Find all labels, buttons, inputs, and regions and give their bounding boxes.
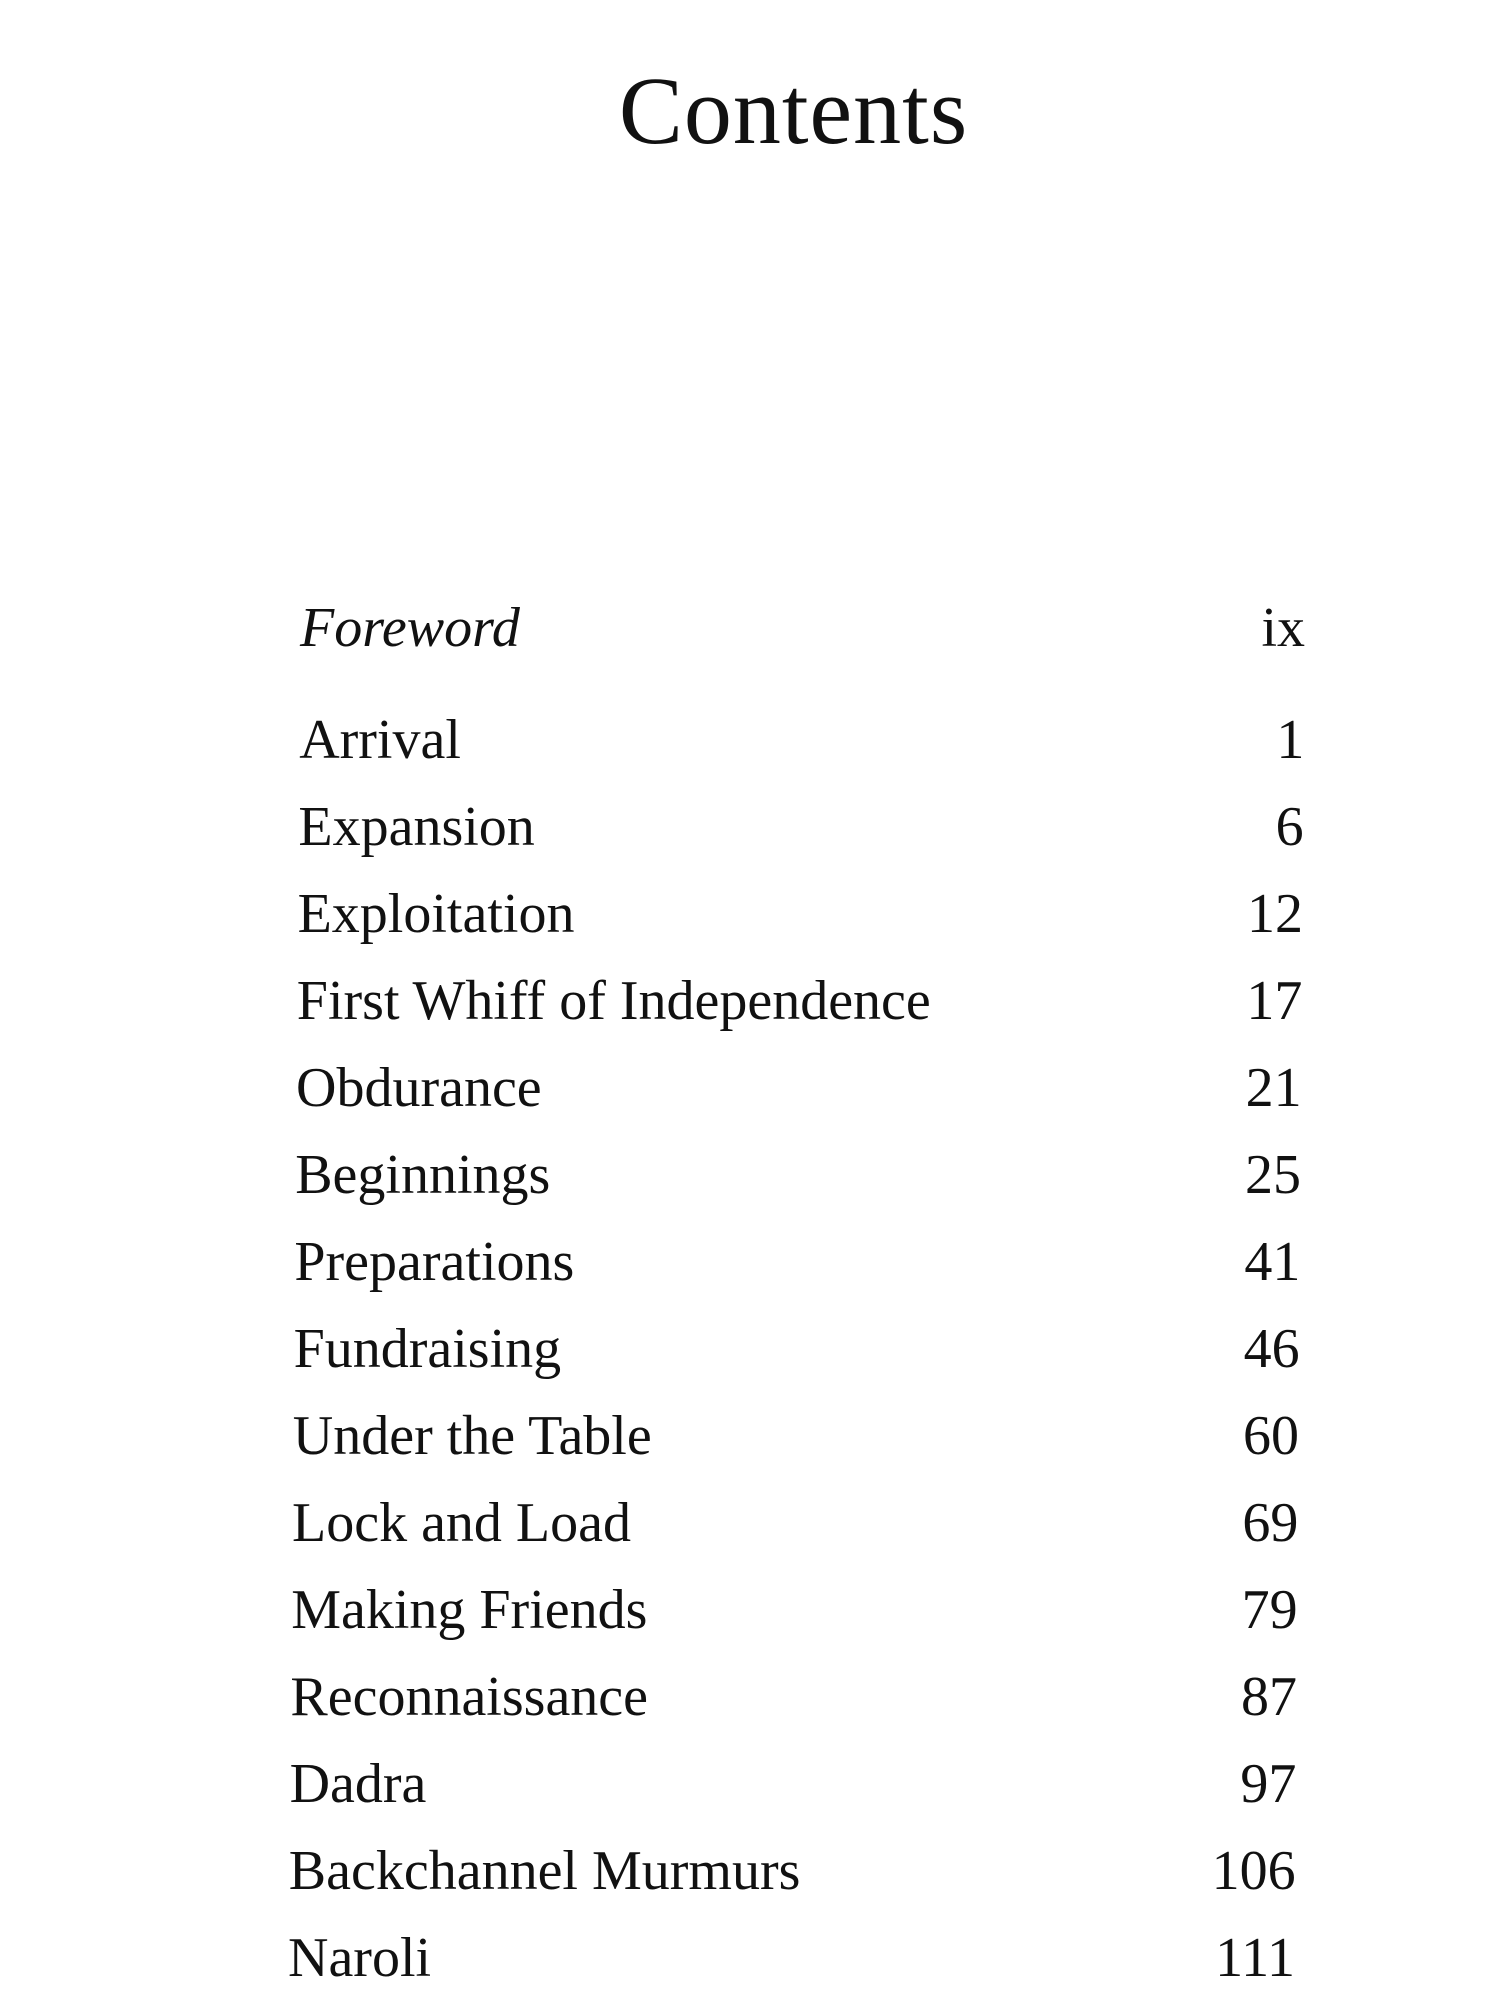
toc-entry-page: ix — [1261, 597, 1305, 659]
toc-entry-reconnaissance — [0, 1666, 1500, 1749]
toc-entry-page: 79 — [1241, 1579, 1298, 1641]
toc-entry-dadra — [0, 1753, 1500, 1836]
toc-entry-exploitation — [0, 883, 1500, 966]
toc-entry-title: Preparations — [294, 1231, 575, 1293]
toc-entry-title: Under the Table — [292, 1405, 652, 1467]
toc-entry-page: 6 — [1275, 796, 1304, 858]
toc-entry-title: Lock and Load — [292, 1492, 631, 1554]
page-title: Contents — [618, 57, 969, 164]
toc-entry-page: 106 — [1211, 1840, 1296, 1902]
toc-entry-title: Exploitation — [297, 883, 575, 945]
toc-entry-lock-and-load — [0, 1492, 1500, 1575]
toc-entry-title: First Whiff of Independence — [296, 970, 931, 1032]
toc-entry-obdurance — [0, 1057, 1500, 1140]
toc-entry-title: Naroli — [288, 1927, 432, 1989]
toc-entry-arrival — [0, 709, 1500, 792]
toc-entry-page: 97 — [1240, 1753, 1297, 1815]
toc-entry-fundraising — [0, 1318, 1500, 1401]
toc-entry-preparations — [0, 1231, 1500, 1314]
toc-entry-page: 1 — [1276, 709, 1305, 771]
toc-entry-naroli — [0, 1927, 1500, 2010]
toc-entry-page: 21 — [1245, 1057, 1302, 1119]
toc-entry-title: Beginnings — [295, 1144, 551, 1206]
toc-entry-foreword — [0, 597, 1500, 680]
toc-entry-page: 12 — [1247, 883, 1303, 945]
toc-entry-page: 46 — [1243, 1318, 1300, 1380]
toc-entry-title: Obdurance — [296, 1057, 542, 1119]
toc-entry-expansion — [0, 796, 1500, 879]
toc-entry-beginnings — [0, 1144, 1500, 1227]
toc-entry-title: Expansion — [298, 796, 535, 858]
toc-entry-page: 87 — [1241, 1666, 1297, 1728]
toc-entry-page: 69 — [1242, 1492, 1299, 1554]
toc-entry-page: 17 — [1246, 970, 1303, 1032]
toc-entry-backchannel-murmurs — [0, 1840, 1500, 1923]
toc-entry-page: 25 — [1245, 1144, 1301, 1206]
toc-entry-title: Dadra — [289, 1753, 427, 1815]
toc-entry-title: Reconnaissance — [290, 1666, 649, 1728]
toc-entry-page: 41 — [1244, 1231, 1301, 1293]
toc-entry-title: Backchannel Murmurs — [288, 1840, 801, 1902]
toc-entry-page: 111 — [1215, 1927, 1295, 1989]
toc-entry-title: Foreword — [300, 597, 520, 659]
toc-entry-under-the-table — [0, 1405, 1500, 1488]
toc-entry-first-whiff-of-independence — [0, 970, 1500, 1053]
toc-entry-making-friends — [0, 1579, 1500, 1662]
toc-entry-page: 60 — [1243, 1405, 1299, 1467]
toc-entry-title: Fundraising — [293, 1318, 562, 1380]
toc-entry-title: Arrival — [299, 709, 461, 771]
toc-entry-title: Making Friends — [291, 1579, 648, 1641]
